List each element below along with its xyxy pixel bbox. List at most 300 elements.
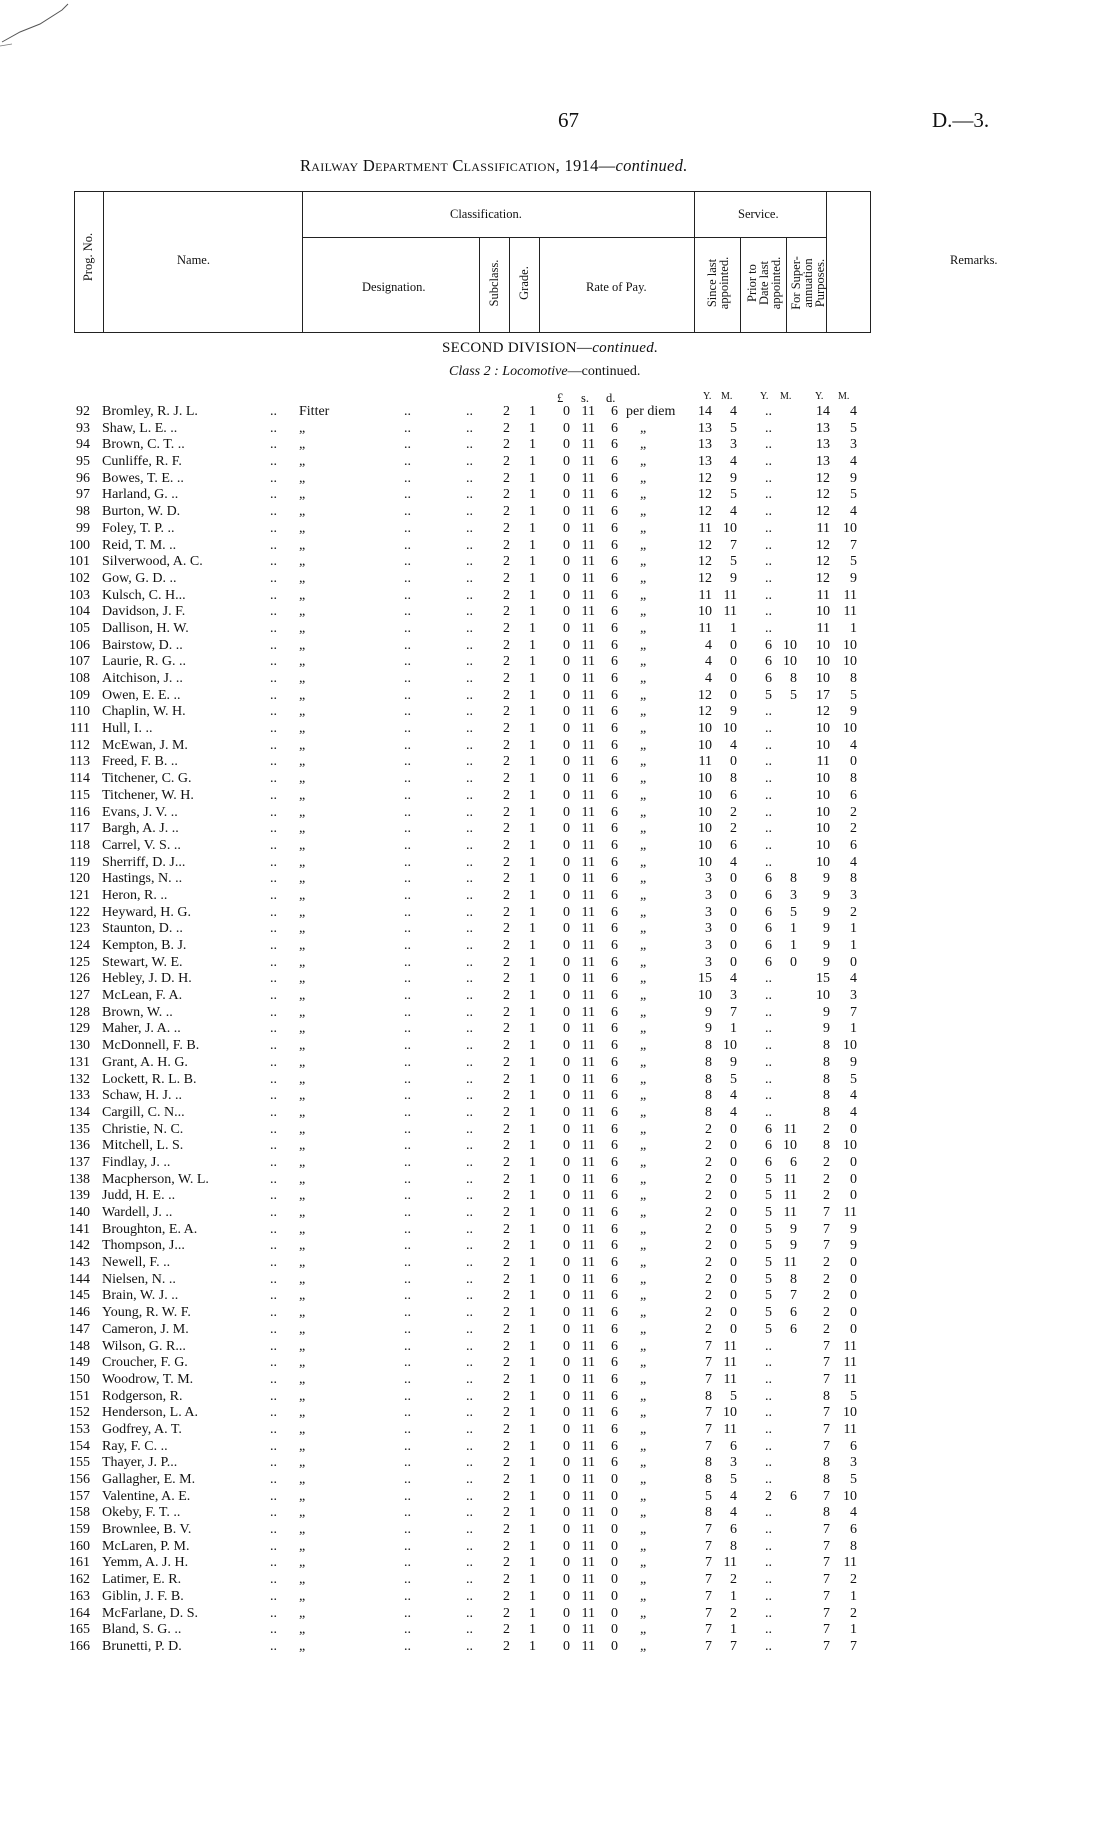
row-ditto-mark: „ [640, 1421, 647, 1437]
row-pay-pounds: 0 [563, 1288, 570, 1304]
unit-since-months: M. [721, 391, 733, 402]
leader-dots: .. [404, 954, 411, 970]
row-since-last-years: 3 [705, 954, 712, 970]
leader-dots: .. [270, 1088, 277, 1104]
row-super-months: 4 [850, 404, 857, 419]
header-since-last: Since last appointed. [705, 256, 731, 310]
leader-dots: .. [270, 687, 277, 703]
row-pay-shillings: 11 [581, 1522, 595, 1538]
row-designation: „ [299, 1622, 306, 1638]
row-number: 135 [69, 1121, 90, 1137]
leader-dots: .. [270, 1255, 277, 1271]
row-pay-shillings: 11 [581, 737, 595, 753]
leader-dots: .. [270, 821, 277, 837]
row-prior-years: .. [765, 1588, 772, 1604]
row-name: Evans, J. V. .. [102, 804, 178, 820]
row-designation: „ [299, 1088, 306, 1104]
row-ditto-mark: „ [640, 1255, 647, 1271]
row-ditto-mark: „ [640, 537, 647, 553]
row-grade: 1 [529, 520, 536, 536]
row-since-last-years: 2 [705, 1138, 712, 1154]
leader-dots: .. [270, 1572, 277, 1588]
row-name: Woodrow, T. M. [102, 1371, 194, 1387]
row-super-months: 1 [850, 620, 857, 636]
row-pay-pence: 6 [611, 704, 618, 720]
corner-pen-mark [0, 0, 80, 50]
row-prior-years: 6 [765, 921, 772, 937]
row-designation: „ [299, 654, 306, 670]
row-since-last-years: 13 [698, 454, 712, 470]
row-pay-shillings: 11 [581, 1205, 595, 1220]
leader-dots: .. [270, 871, 277, 887]
row-super-years: 7 [823, 1522, 830, 1538]
row-prior-years: .. [765, 988, 772, 1004]
row-prior-months: 11 [783, 1171, 797, 1187]
row-super-months: 5 [850, 1472, 857, 1487]
leader-dots: .. [404, 604, 411, 620]
row-designation: „ [299, 437, 306, 453]
row-prior-months: 11 [783, 1121, 797, 1137]
leader-dots: .. [270, 437, 277, 453]
row-pay-shillings: 11 [581, 1555, 595, 1571]
row-pay-pence: 6 [611, 871, 618, 887]
row-prior-years: .. [765, 1405, 772, 1421]
row-grade: 1 [529, 1221, 536, 1237]
row-ditto-mark: „ [640, 420, 647, 436]
row-since-last-months: 11 [723, 1355, 737, 1371]
row-subclass: 2 [503, 1421, 510, 1437]
row-name: Cunliffe, R. F. [102, 454, 182, 470]
row-subclass: 2 [503, 1388, 510, 1404]
row-name: Titchener, W. H. [102, 787, 194, 803]
row-pay-shillings: 11 [581, 904, 595, 920]
table-row [0, 1455, 1114, 1472]
row-since-last-years: 15 [698, 971, 712, 987]
row-number: 149 [69, 1355, 90, 1371]
row-prior-years: .. [765, 587, 772, 603]
row-grade: 1 [529, 687, 536, 703]
row-pay-shillings: 11 [581, 771, 595, 787]
row-pay-pounds: 0 [563, 954, 570, 970]
row-name: Thompson, J... [102, 1238, 185, 1254]
row-subclass: 2 [503, 1021, 510, 1037]
row-name: Carrel, V. S. .. [102, 837, 181, 853]
row-since-last-months: 0 [730, 921, 737, 937]
row-designation: „ [299, 938, 306, 953]
row-prior-months: 10 [783, 1138, 797, 1154]
row-since-last-years: 12 [698, 687, 712, 703]
row-number: 121 [69, 887, 90, 903]
row-pay-shillings: 11 [581, 854, 595, 870]
row-subclass: 2 [503, 1271, 510, 1287]
row-number: 130 [69, 1038, 90, 1054]
row-pay-pounds: 0 [563, 470, 570, 486]
row-subclass: 2 [503, 1188, 510, 1204]
row-pay-pence: 6 [611, 687, 618, 703]
row-super-months: 3 [850, 988, 857, 1004]
table-row [0, 1088, 1114, 1105]
row-grade: 1 [529, 1588, 536, 1604]
leader-dots: .. [466, 1188, 473, 1204]
table-row [0, 771, 1114, 788]
row-ditto-mark: „ [640, 1321, 647, 1337]
table-row [0, 1405, 1114, 1422]
row-since-last-years: 11 [698, 754, 712, 770]
row-grade: 1 [529, 1388, 536, 1404]
row-pay-shillings: 11 [581, 821, 595, 837]
row-grade: 1 [529, 954, 536, 970]
row-designation: „ [299, 1588, 306, 1604]
row-pay-pence: 6 [611, 854, 618, 870]
row-number: 156 [69, 1472, 90, 1487]
row-since-last-months: 5 [730, 1472, 737, 1487]
leader-dots: .. [270, 604, 277, 620]
leader-dots: .. [404, 570, 411, 586]
row-prior-years: .. [765, 971, 772, 987]
row-since-last-months: 3 [730, 437, 737, 453]
row-designation: „ [299, 454, 306, 470]
row-since-last-years: 8 [705, 1054, 712, 1070]
row-subclass: 2 [503, 420, 510, 436]
row-pay-pounds: 0 [563, 1438, 570, 1454]
row-number: 98 [76, 504, 90, 520]
row-name: Heron, R. .. [102, 887, 168, 903]
leader-dots: .. [404, 1021, 411, 1037]
row-grade: 1 [529, 1288, 536, 1304]
row-prior-years: .. [765, 1004, 772, 1020]
row-pay-shillings: 11 [581, 520, 595, 536]
leader-dots: .. [404, 470, 411, 486]
row-since-last-years: 5 [705, 1488, 712, 1504]
row-number: 164 [69, 1605, 90, 1621]
leader-dots: .. [270, 1388, 277, 1404]
row-prior-years: .. [765, 1522, 772, 1538]
row-ditto-mark: „ [640, 771, 647, 787]
leader-dots: .. [466, 554, 473, 570]
row-since-last-years: 8 [705, 1071, 712, 1087]
row-since-last-months: 9 [730, 704, 737, 720]
row-designation: „ [299, 1038, 306, 1054]
row-designation: „ [299, 1288, 306, 1304]
row-number: 162 [69, 1572, 90, 1588]
leader-dots: .. [270, 804, 277, 820]
row-pay-pounds: 0 [563, 520, 570, 536]
row-number: 134 [69, 1104, 90, 1120]
row-super-years: 12 [816, 570, 830, 586]
row-since-last-months: 8 [730, 1538, 737, 1554]
row-super-months: 11 [843, 1371, 857, 1387]
row-prior-years: 5 [765, 1221, 772, 1237]
row-since-last-months: 0 [730, 1321, 737, 1337]
table-row [0, 805, 1114, 822]
row-super-months: 4 [850, 504, 857, 520]
row-pay-shillings: 11 [581, 620, 595, 636]
row-pay-pence: 6 [611, 1221, 618, 1237]
row-super-years: 2 [823, 1121, 830, 1137]
row-super-years: 2 [823, 1255, 830, 1271]
table-row [0, 1238, 1114, 1255]
row-pay-pence: 6 [611, 404, 618, 419]
leader-dots: .. [404, 804, 411, 820]
row-number: 105 [69, 620, 90, 636]
row-subclass: 2 [503, 787, 510, 803]
row-pay-pence: 0 [611, 1622, 618, 1638]
leader-dots: .. [404, 1438, 411, 1454]
row-subclass: 2 [503, 1405, 510, 1421]
row-prior-months: 8 [790, 1271, 797, 1287]
row-pay-pounds: 0 [563, 1121, 570, 1137]
row-grade: 1 [529, 1505, 536, 1521]
row-designation: „ [299, 1572, 306, 1588]
row-subclass: 2 [503, 537, 510, 553]
row-since-last-years: 7 [705, 1605, 712, 1621]
row-designation: „ [299, 1338, 306, 1354]
row-since-last-years: 3 [705, 887, 712, 903]
row-super-years: 10 [816, 771, 830, 787]
row-since-last-years: 11 [698, 587, 712, 603]
row-pay-pounds: 0 [563, 737, 570, 753]
row-number: 157 [69, 1488, 90, 1504]
row-super-months: 1 [850, 921, 857, 937]
leader-dots: .. [466, 1338, 473, 1354]
row-designation: „ [299, 1488, 306, 1504]
row-since-last-months: 4 [730, 504, 737, 520]
row-ditto-mark: „ [640, 1238, 647, 1254]
row-pay-shillings: 11 [581, 1221, 595, 1237]
row-subclass: 2 [503, 854, 510, 870]
leader-dots: .. [466, 1438, 473, 1454]
row-number: 117 [69, 821, 90, 837]
row-super-years: 10 [816, 787, 830, 803]
leader-dots: .. [404, 837, 411, 853]
row-pay-shillings: 11 [581, 1121, 595, 1137]
leader-dots: .. [270, 620, 277, 636]
row-prior-years: .. [765, 1638, 772, 1654]
row-number: 128 [69, 1004, 90, 1020]
row-pay-pence: 6 [611, 1421, 618, 1437]
leader-dots: .. [270, 1605, 277, 1621]
leader-dots: .. [404, 1555, 411, 1571]
row-since-last-months: 0 [730, 954, 737, 970]
row-name: Bairstow, D. .. [102, 637, 183, 653]
row-pay-shillings: 11 [581, 1071, 595, 1087]
row-prior-years: .. [765, 754, 772, 770]
row-since-last-years: 2 [705, 1255, 712, 1271]
row-prior-months: 3 [790, 887, 797, 903]
row-ditto-mark: „ [640, 520, 647, 536]
row-pay-shillings: 11 [581, 1154, 595, 1170]
leader-dots: .. [270, 1221, 277, 1237]
row-pay-pence: 6 [611, 1438, 618, 1454]
row-since-last-months: 4 [730, 1088, 737, 1104]
row-grade: 1 [529, 1038, 536, 1054]
table-row [0, 1589, 1114, 1606]
row-pay-shillings: 11 [581, 1455, 595, 1471]
row-name: Wilson, G. R... [102, 1338, 186, 1354]
row-since-last-months: 0 [730, 1221, 737, 1237]
row-grade: 1 [529, 1188, 536, 1204]
row-since-last-years: 8 [705, 1505, 712, 1521]
row-prior-years: .. [765, 537, 772, 553]
row-prior-years: .. [765, 1605, 772, 1621]
row-prior-years: .. [765, 1421, 772, 1437]
row-pay-pence: 0 [611, 1488, 618, 1504]
leader-dots: .. [270, 1555, 277, 1571]
row-ditto-mark: „ [640, 1305, 647, 1321]
leader-dots: .. [270, 1505, 277, 1521]
row-number: 125 [69, 954, 90, 970]
row-subclass: 2 [503, 1054, 510, 1070]
row-pay-shillings: 11 [581, 604, 595, 620]
row-since-last-years: 7 [705, 1538, 712, 1554]
row-pay-shillings: 11 [581, 437, 595, 453]
leader-dots: .. [404, 921, 411, 937]
leader-dots: .. [404, 1338, 411, 1354]
row-since-last-months: 4 [730, 1505, 737, 1521]
row-grade: 1 [529, 1438, 536, 1454]
row-grade: 1 [529, 787, 536, 803]
row-name: Davidson, J. F. [102, 604, 186, 620]
row-since-last-years: 4 [705, 637, 712, 653]
row-subclass: 2 [503, 988, 510, 1004]
table-row [0, 1021, 1114, 1038]
row-since-last-years: 12 [698, 487, 712, 503]
row-super-years: 13 [816, 437, 830, 453]
row-super-years: 9 [823, 954, 830, 970]
row-grade: 1 [529, 1572, 536, 1588]
row-number: 103 [69, 587, 90, 603]
row-since-last-years: 7 [705, 1405, 712, 1421]
row-pay-pounds: 0 [563, 504, 570, 520]
row-pay-pounds: 0 [563, 1104, 570, 1120]
row-since-last-years: 7 [705, 1572, 712, 1588]
table-row [0, 604, 1114, 621]
row-since-last-months: 2 [730, 821, 737, 837]
row-super-months: 8 [850, 671, 857, 686]
leader-dots: .. [466, 1572, 473, 1588]
row-super-months: 4 [850, 854, 857, 870]
row-designation: „ [299, 604, 306, 620]
row-pay-pounds: 0 [563, 1505, 570, 1521]
leader-dots: .. [404, 1388, 411, 1404]
row-pay-shillings: 11 [581, 1104, 595, 1120]
row-designation: „ [299, 1104, 306, 1120]
row-ditto-mark: „ [640, 604, 647, 620]
row-pay-shillings: 11 [581, 1021, 595, 1037]
row-name: Dallison, H. W. [102, 620, 189, 636]
row-since-last-months: 0 [730, 938, 737, 953]
row-pay-shillings: 11 [581, 988, 595, 1004]
row-designation: „ [299, 487, 306, 503]
row-super-years: 9 [823, 904, 830, 920]
row-pay-pounds: 0 [563, 454, 570, 470]
unit-shillings: s. [581, 391, 589, 405]
leader-dots: .. [404, 1271, 411, 1287]
table-row [0, 1522, 1114, 1539]
row-super-months: 3 [850, 887, 857, 903]
row-pay-shillings: 11 [581, 1171, 595, 1187]
row-number: 109 [69, 687, 90, 703]
leader-dots: .. [270, 1588, 277, 1604]
row-subclass: 2 [503, 1472, 510, 1487]
row-prior-months: 7 [790, 1288, 797, 1304]
row-number: 137 [69, 1154, 90, 1170]
row-grade: 1 [529, 1088, 536, 1104]
row-pay-pence: 0 [611, 1638, 618, 1654]
row-ditto-mark: „ [640, 1388, 647, 1404]
row-since-last-months: 0 [730, 1154, 737, 1170]
leader-dots: .. [466, 804, 473, 820]
leader-dots: .. [270, 520, 277, 536]
row-ditto-mark: „ [640, 754, 647, 770]
leader-dots: .. [466, 904, 473, 920]
row-subclass: 2 [503, 1205, 510, 1220]
row-pay-pence: 0 [611, 1572, 618, 1588]
row-designation: „ [299, 620, 306, 636]
table-row [0, 1505, 1114, 1522]
row-super-months: 0 [850, 1121, 857, 1137]
table-row [0, 638, 1114, 655]
row-designation: „ [299, 871, 306, 887]
row-super-months: 7 [850, 537, 857, 553]
row-ditto-mark: „ [640, 938, 647, 953]
table-row [0, 671, 1114, 688]
row-designation: „ [299, 1004, 306, 1020]
row-name: Brown, W. .. [102, 1004, 173, 1020]
row-super-months: 3 [850, 437, 857, 453]
row-name: Hebley, J. D. H. [102, 971, 192, 987]
row-number: 110 [69, 704, 90, 720]
row-super-months: 10 [843, 1138, 857, 1154]
leader-dots: .. [270, 887, 277, 903]
row-name: Staunton, D. .. [102, 921, 183, 937]
row-number: 99 [76, 520, 90, 536]
leader-dots: .. [404, 687, 411, 703]
row-since-last-years: 7 [705, 1622, 712, 1638]
row-pay-pence: 6 [611, 921, 618, 937]
row-subclass: 2 [503, 1605, 510, 1621]
leader-dots: .. [466, 637, 473, 653]
row-super-years: 8 [823, 1104, 830, 1120]
row-since-last-years: 8 [705, 1088, 712, 1104]
row-number: 140 [69, 1205, 90, 1220]
row-subclass: 2 [503, 737, 510, 753]
row-grade: 1 [529, 871, 536, 887]
table-row [0, 421, 1114, 438]
row-pay-shillings: 11 [581, 1054, 595, 1070]
title-main: Railway Department Classification, 1914— [300, 156, 616, 175]
leader-dots: .. [270, 420, 277, 436]
row-designation: „ [299, 1238, 306, 1254]
row-pay-pence: 6 [611, 1121, 618, 1137]
row-grade: 1 [529, 1421, 536, 1437]
row-ditto-mark: „ [640, 704, 647, 720]
row-name: Broughton, E. A. [102, 1221, 198, 1237]
row-number: 123 [69, 921, 90, 937]
row-subclass: 2 [503, 604, 510, 620]
row-subclass: 2 [503, 1104, 510, 1120]
leader-dots: .. [404, 904, 411, 920]
row-name: Newell, F. .. [102, 1255, 171, 1271]
row-super-months: 6 [850, 787, 857, 803]
row-ditto-mark: „ [640, 804, 647, 820]
row-since-last-years: 7 [705, 1588, 712, 1604]
row-since-last-years: 2 [705, 1171, 712, 1187]
row-grade: 1 [529, 620, 536, 636]
leader-dots: .. [466, 1388, 473, 1404]
row-number: 138 [69, 1171, 90, 1187]
row-pay-pence: 6 [611, 1321, 618, 1337]
